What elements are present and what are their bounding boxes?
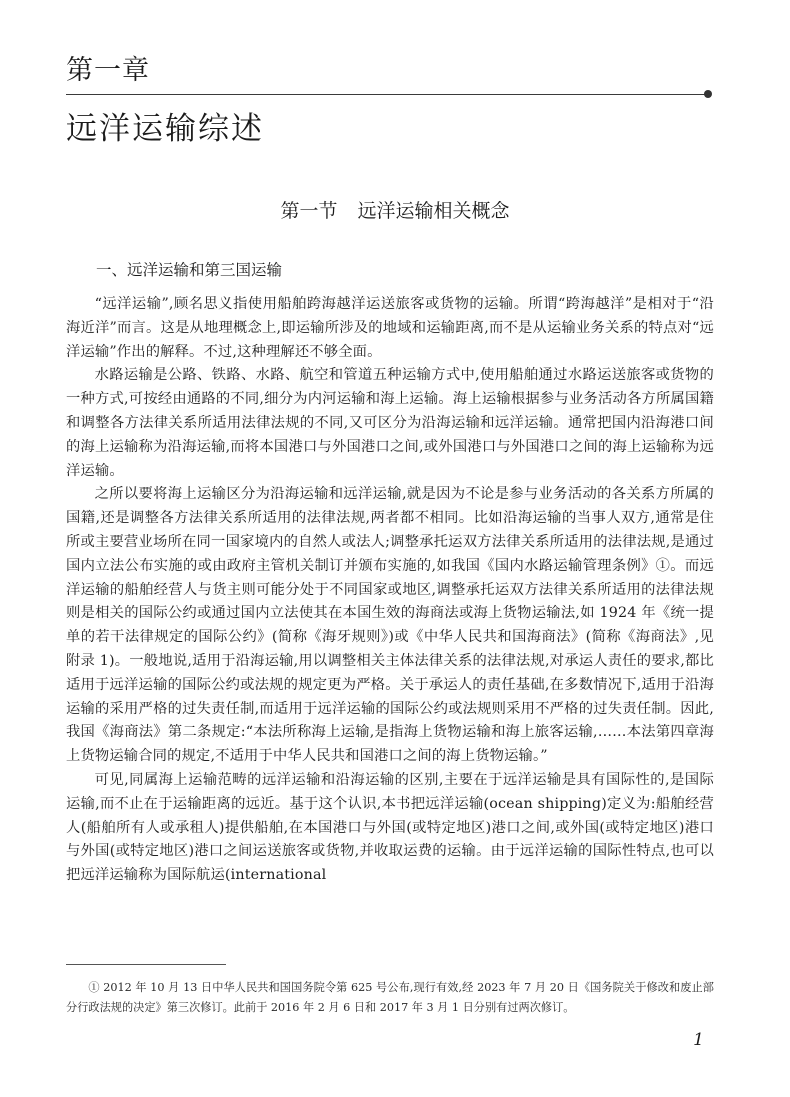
- chapter-number: 第一章: [66, 55, 150, 86]
- paragraph: “远洋运输”,顾名思义指使用船舶跨海越洋运送旅客或货物的运输。所谓“跨海越洋”是相对于“沿海近洋”而言。这是从地理概念上,即运输所涉及的地域和运输距离,而不是从运输业务关系的特点对“远洋运输”作出的解释。不过,这种理解还不够全面。: [66, 296, 714, 360]
- section-title: 远洋运输相关概念: [357, 200, 510, 222]
- divider-dot: [704, 90, 712, 98]
- chapter-divider: [66, 94, 706, 95]
- page-number: 1: [693, 1030, 704, 1050]
- chapter-title: 远洋运输综述: [66, 111, 264, 147]
- subsection-heading: 一、远洋运输和第三国运输: [96, 261, 283, 279]
- footnote-divider: [66, 964, 226, 965]
- paragraph: 水路运输是公路、铁路、水路、航空和管道五种运输方式中,使用船舶通过水路运送旅客或货物的一种方式,可按经由通路的不同,细分为内河运输和海上运输。海上运输根据参与业务活动各方所属国籍和调整各方法律关系所适用法律法规的不同,又可区分为沿海运输和远洋运输。通常把国内沿海港口间的海上运输称为沿海运输,而将本国港口与外国港口之间,或外国港口与外国港口之间的海上运输称为远洋运输。: [66, 367, 714, 479]
- section-number: 第一节: [280, 200, 338, 222]
- paragraph: 之所以要将海上运输区分为沿海运输和远洋运输,就是因为不论是参与业务活动的各关系方所属的国籍,还是调整各方法律关系所适用的法律法规,两者都不相同。比如沿海运输的当事人双方,通常是住所或主要营业场所在同一国家境内的自然人或法人;调整承托运双方法律关系所适用的法律法规,是通过国内立法公布实施的或由政府主管机关制订并颁布实施的,如我国《国内水路运输管理条例》①。而远洋运输的船舶经营人与货主则可能分处于不同国家或地区,调整承托运双方法律关系所适用的法律法规则是相关的国际公约或通过国内立法使其在本国生效的海商法或海上货物运输法,如 1924 年《统一提单的若干法律规定的国际公约》(简称《海牙规则》)或《中华人民共和国海商法》(简称《海商法》,见附录 1)。一般地说,适用于沿海运输,用以调整相关主体法律关系的法律法规,对承运人责任的要求,都比适用于远洋运输的国际公约或法规的规定更为严格。关于承运人的责任基础,在多数情况下,适用于沿海运输的采用严格的过失责任制,而适用于远洋运输的国际公约或法规则采用不严格的过失责任制。因此,我国《海商法》第二条规定:“本法所称海上运输,是指海上货物运输和海上旅客运输,……本法第四章海上货物运输合同的规定,不适用于中华人民共和国港口之间的海上货物运输。”: [66, 486, 714, 765]
- paragraph: 可见,同属海上运输范畴的远洋运输和沿海运输的区别,主要在于远洋运输是具有国际性的,是国际运输,而不止在于运输距离的远近。基于这个认识,本书把远洋运输(ocean shipping)定义为:船舶经营人(船舶所有人或承租人)提供船舶,在本国港口与外国(或特定地区)港口之间,或外国(或特定地区)港口与外国(或特定地区)港口之间运送旅客或货物,并收取运费的运输。由于远洋运输的国际性特点,也可以把远洋运输称为国际航运(international: [66, 771, 714, 884]
- footnote: ① 2012 年 10 月 13 日中华人民共和国国务院令第 625 号公布,现行有效,经 2023 年 7 月 20 日《国务院关于修改和废止部分行政法规的决定》第三次修订。此前于 2016 年 2 月 6 日和 2017 年 3 月 1 日分别有过两次修订。: [66, 981, 714, 1014]
- body-text: [66, 293, 714, 888]
- section-heading: [0, 196, 790, 223]
